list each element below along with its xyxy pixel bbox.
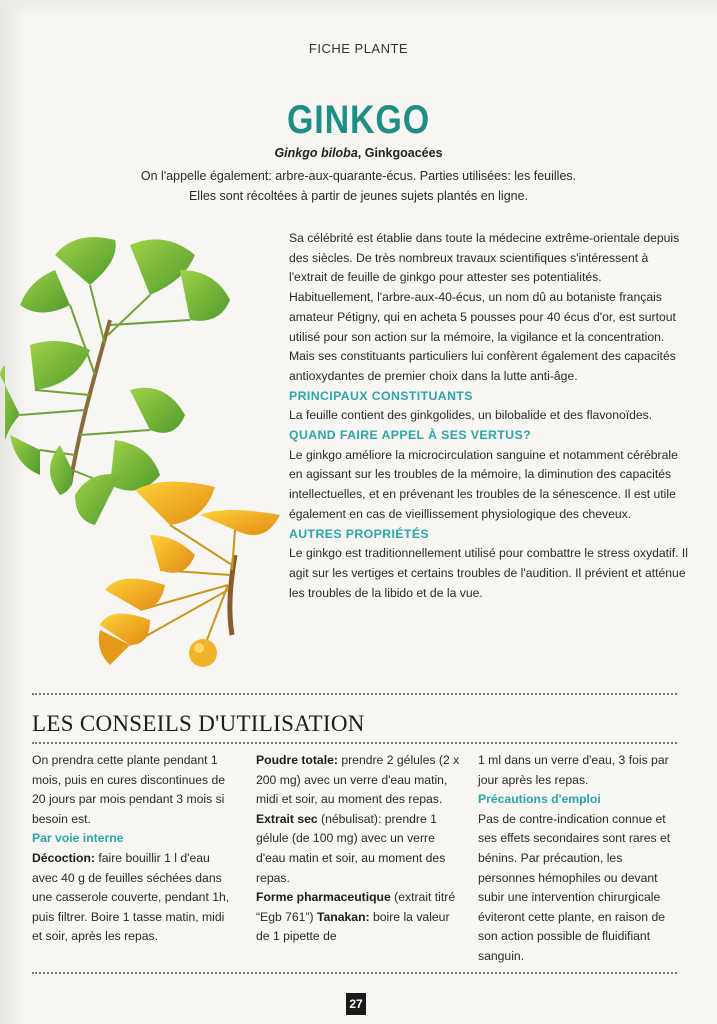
subheading-voie-interne: Par voie interne [32,831,124,846]
subheading-precautions: Précautions d'emploi [478,792,601,807]
extrait-paragraph [256,810,461,888]
conseils-column-2 [256,751,461,947]
intro-text [100,166,617,206]
cure-duration-text: On prendra cette plante pendant 1 mois, puis en cures discontinues de 20 jours par mois pendant 3 mois si besoin est. [32,753,226,826]
conseils-title: LES CONSEILS D'UTILISATION [32,711,365,736]
tanakan-label: Tanakan: [316,909,370,924]
section-divider-top [32,693,677,695]
heading-principaux-constituants: PRINCIPAUX CONSTITUANTS [289,388,473,403]
precautions-text: Pas de contre-indication connue et ses effets secondaires sont rares et bénins. Par précaution, les personnes hémophiles ou devant subir une intervention chirurgicale éviteront cette plante, en raison de son action possible de fluidifiant sanguin. [478,811,671,963]
plant-family: , Ginkgoacées [357,146,443,160]
poudre-text: prendre 2 gélules (2 x 200 mg) avec un verre d'eau matin, midi et soir, au moment des repas. [256,753,460,807]
conseils-column-1 [32,751,237,947]
extrait-label: Extrait sec [256,811,318,826]
main-article [289,229,689,603]
intro-line-1: On l'appelle également: arbre-aux-quarante-écus. Parties utilisées: les feuilles. [140,169,577,183]
section-divider-mid [32,742,677,744]
intro-line-2: Elles sont récoltées à partir de jeunes sujets plantés en ligne. [188,189,529,203]
heading-autres-proprietes: AUTRES PROPRIÉTÉS [289,526,430,541]
heading-quand-faire-appel: QUAND FAIRE APPEL À SES VERTUS? [289,428,531,443]
poudre-paragraph [256,751,461,810]
poudre-label: Poudre totale: [256,753,338,767]
decoction-paragraph [32,849,237,947]
section-label: FICHE PLANTE [308,41,409,56]
extrait-text: (nébulisat): prendre 1 gélule (de 100 mg) avec un verre d'eau matin et soir, au moment des repas. [256,811,446,885]
text-autres-proprietes: Le ginkgo est traditionnellement utilisé pour combattre le stress oxydatif. Il agit sur les vertiges et certains troubles de l'audition. Il prévient et atténue les troubles de la libido et de la vue. [289,546,689,600]
ginkgo-branch-illustration [0,225,290,685]
page-top-shadow [0,0,717,18]
forme-text: boire la valeur de 1 pipette de [256,909,450,944]
latin-name: Ginkgo biloba [274,146,358,160]
forme-label: Forme pharmaceutique [256,890,391,905]
forme-mid-text: (extrait titré “Egb 761”) [256,890,456,924]
forme-paragraph [256,888,461,947]
article-intro: Sa célébrité est établie dans toute la médecine extrême-orientale depuis des siècles. De très nombreux travaux scientifiques s'intéressent à l'extrait de feuille de ginkgo pour attester ses potentialités. Habituellement, l'arbre-aux-40-écus, un nom dû au botaniste français amateur Pétigny, qui en acheta 5 pousses pour 40 écus d'or, est surtout utilisé pour son action sur la mémoire, la vigilance et la concentration. Mais ses constituants particuliers lui confèrent également des capacités antioxydantes de premier choix dans la lutte anti-âge. [289,231,680,383]
decoction-label: Décoction: [32,850,95,865]
page-number: 27 [346,993,366,1015]
text-principaux-constituants: La feuille contient des ginkgolides, un bilobalide et des flavonoïdes. [289,408,653,423]
text-quand-faire-appel: Le ginkgo améliore la microcirculation sanguine et notamment cérébrale en agissant sur les troubles de la mémoire, la diminution des capacités intellectuelles, et en prévenant les troubles de la sénescence. Il est utile également en cas de vieillissement physiologique des cheveux. [289,447,678,521]
botanical-name [0,146,717,160]
page-title: GINKGO [286,98,430,142]
decoction-text: faire bouillir 1 l d'eau avec 40 g de feuilles séchées dans une casserole couverte, pendant 1h, puis filtrer. Boire 1 tasse matin, midi et soir, après les repas. [32,850,230,944]
section-divider-bottom [32,972,677,974]
conseils-column-3 [478,751,678,967]
dosage-continuation: 1 ml dans un verre d'eau, 3 fois par jour après les repas. [478,753,669,787]
